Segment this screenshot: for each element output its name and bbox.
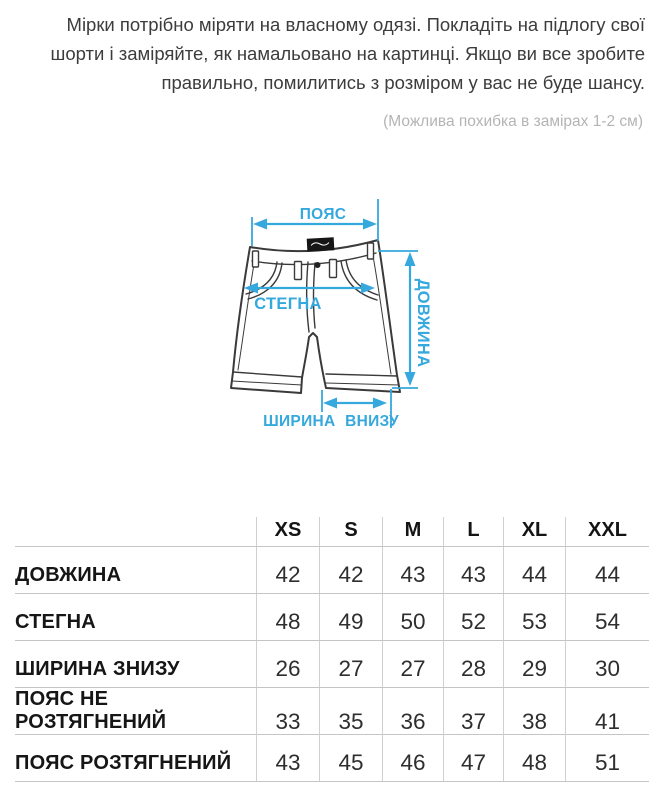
value-cell: 42 <box>256 547 319 593</box>
value-cell: 54 <box>565 594 649 640</box>
intro-line-1: Мірки потрібно міряти на власному одязі. Покладіть на підлогу свої <box>66 14 645 35</box>
value-cell: 47 <box>443 735 503 781</box>
length-arrowhead-top <box>405 252 416 266</box>
value-cell: 44 <box>565 547 649 593</box>
table-row-hips <box>15 594 649 641</box>
tolerance-note: (Можлива похибка в замірах 1-2 см) <box>383 113 643 130</box>
value-cell: 30 <box>565 641 649 687</box>
value-cell: 48 <box>503 735 565 781</box>
table-row-waist-stretched <box>15 735 649 782</box>
row-label: СТЕГНА <box>15 611 96 633</box>
length-arrowhead-bottom <box>405 372 416 386</box>
row-label: ДОВЖИНА <box>15 564 122 586</box>
shorts-measurement-diagram <box>225 190 470 442</box>
value-cell: 35 <box>319 688 382 740</box>
value-cell: 43 <box>382 547 443 593</box>
length-label: ДОВЖИНА <box>414 278 432 368</box>
table-row-length <box>15 547 649 594</box>
column-header-xxl: XXL <box>565 517 649 546</box>
column-header-s: S <box>319 517 382 546</box>
intro-line-2: шорти і заміряйте, як намальовано на картинці. Якщо ви все зробите <box>50 43 645 64</box>
value-cell: 43 <box>443 547 503 593</box>
waist-label: ПОЯС <box>299 206 347 223</box>
value-cell: 52 <box>443 594 503 640</box>
value-cell: 49 <box>319 594 382 640</box>
value-cell: 50 <box>382 594 443 640</box>
bottom-width-arrowhead-right <box>373 398 387 409</box>
waist-arrowhead-left <box>253 219 267 230</box>
row-label: ШИРИНА ЗНИЗУ <box>15 658 180 680</box>
value-cell: 46 <box>382 735 443 781</box>
value-cell: 43 <box>256 735 319 781</box>
value-cell: 45 <box>319 735 382 781</box>
shorts-illustration <box>231 237 400 393</box>
belt-loop-left-outer <box>253 251 259 267</box>
size-table-header-row <box>15 517 649 547</box>
value-cell: 42 <box>319 547 382 593</box>
brand-label-patch <box>307 237 335 251</box>
value-cell: 26 <box>256 641 319 687</box>
header-corner-cell <box>15 517 256 546</box>
value-cell: 37 <box>443 688 503 740</box>
value-cell: 36 <box>382 688 443 740</box>
intro-text <box>25 10 645 97</box>
value-cell: 28 <box>443 641 503 687</box>
belt-loop-right-outer <box>368 243 374 259</box>
fly-button <box>315 262 321 268</box>
waist-arrowhead-right <box>363 219 377 230</box>
table-row-waist-unstretched <box>15 688 649 735</box>
value-cell: 44 <box>503 547 565 593</box>
value-cell: 41 <box>565 688 649 740</box>
column-header-xs: XS <box>256 517 319 546</box>
belt-loop-left-center <box>295 262 302 280</box>
value-cell: 38 <box>503 688 565 740</box>
value-cell: 48 <box>256 594 319 640</box>
hips-label: СТЕГНА <box>254 295 322 313</box>
value-cell: 29 <box>503 641 565 687</box>
row-label: ПОЯС НЕ РОЗТЯГНЕНИЙ <box>15 688 167 733</box>
table-row-bottom-width <box>15 641 649 688</box>
column-header-l: L <box>443 517 503 546</box>
intro-line-3: правильно, помилитись з розміром у вас не буде шансу. <box>161 72 645 93</box>
value-cell: 33 <box>256 688 319 740</box>
column-header-m: M <box>382 517 443 546</box>
size-table <box>15 517 649 782</box>
row-label: ПОЯС РОЗТЯГНЕНИЙ <box>15 752 232 774</box>
belt-loop-right-center <box>330 260 337 278</box>
column-header-xl: XL <box>503 517 565 546</box>
value-cell: 27 <box>319 641 382 687</box>
value-cell: 53 <box>503 594 565 640</box>
value-cell: 27 <box>382 641 443 687</box>
bottom-width-label: ШИРИНА ВНИЗУ <box>263 413 399 430</box>
value-cell: 51 <box>565 735 649 781</box>
bottom-width-arrowhead-left <box>323 398 337 409</box>
